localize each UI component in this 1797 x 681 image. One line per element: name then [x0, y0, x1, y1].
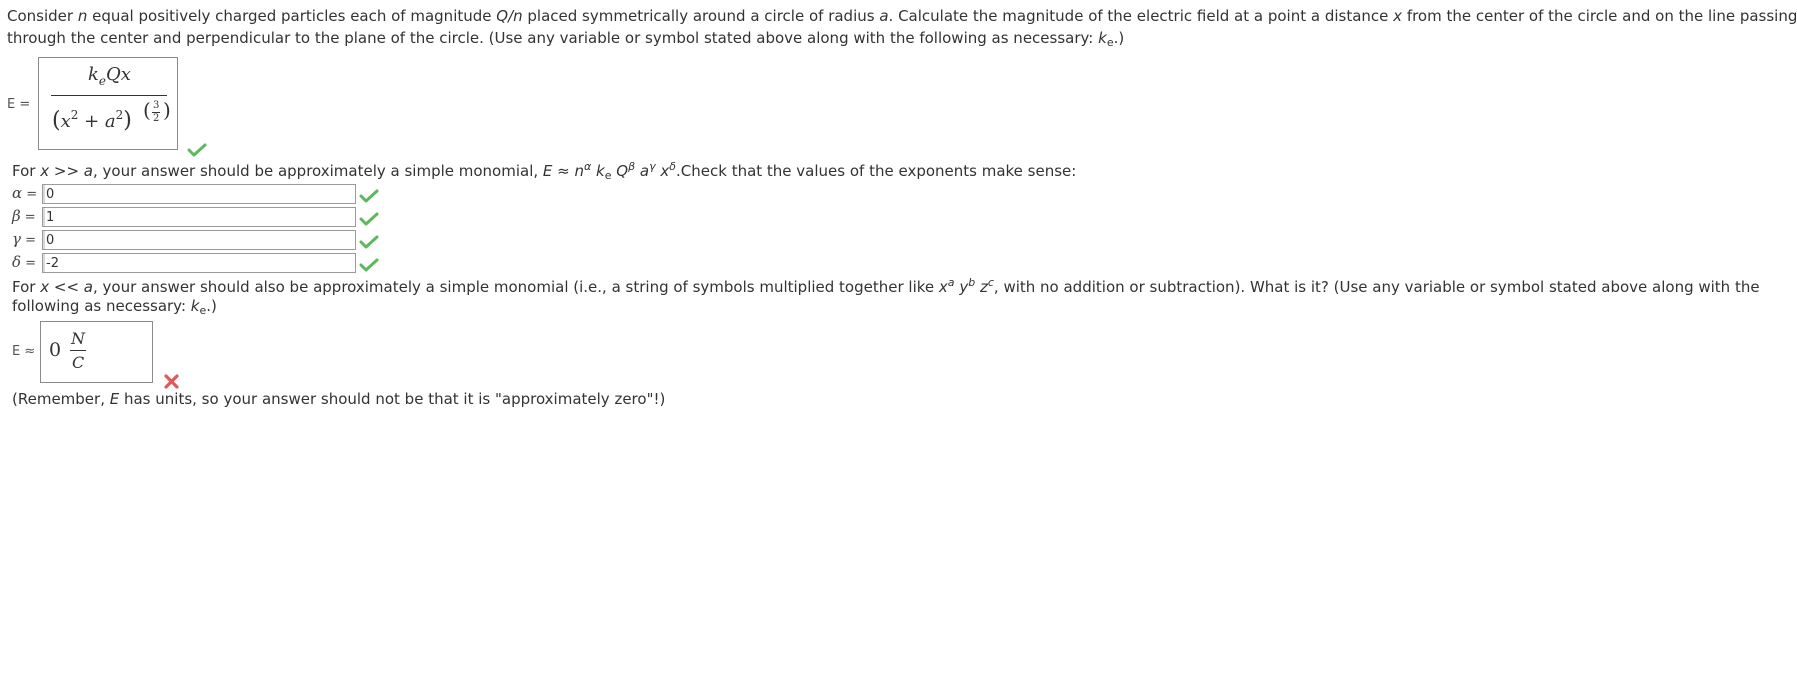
question-line-1: Consider n equal positively charged particles each of magnitude Q/n placed symmetrically around a circle of radius a. Calculate the magnitude of the electric field at a point a distance x from the center of the circle and on the line passing [7, 7, 1797, 25]
check-icon [360, 258, 378, 272]
exponent-beta-row: β = [12, 207, 36, 225]
check-icon [360, 235, 378, 249]
answer-1-box[interactable] [38, 57, 178, 150]
exponent-beta-input[interactable]: 1 [42, 207, 356, 227]
answer-1-exp-num: 3 [153, 100, 160, 111]
answer-2-unit-bar [70, 350, 86, 351]
reminder-text: (Remember, E has units, so your answer should not be that it is "approximately zero"!) [12, 390, 666, 408]
part-3-instruction-2: following as necessary: $k_e$.) [12, 297, 217, 317]
answer-1-numerator: $k_eQx$ [88, 64, 131, 88]
answer-1-fraction-bar [51, 95, 167, 96]
answer-1-exp-rparen: ) [163, 98, 171, 122]
answer-1-exp-den: 2 [153, 113, 160, 124]
question-line-2: through the center and perpendicular to the plane of the circle. (Use any variable or symbol stated above along with the following as necessary: $k_e$.) [7, 29, 1125, 49]
exponent-alpha-row: α = [12, 184, 38, 202]
check-icon [360, 212, 378, 226]
answer-2-unit-numerator: N [71, 329, 85, 348]
part-2-instruction: For x >> a, your answer should be approximately a simple monomial, $E \approx n^\alpha$ $k_e$ $Q^\beta$ $a^\gamma$ $x^\delta.Check$ that the values of the exponents make sense: [12, 160, 1077, 182]
exponent-gamma-row: γ = [12, 230, 36, 248]
exponent-gamma-input[interactable]: 0 [42, 230, 356, 250]
answer-2-unit-denominator: C [72, 353, 85, 372]
answer-1-label: E = [7, 97, 31, 112]
answer-2-label: E ≈ [12, 344, 36, 359]
check-icon [360, 189, 378, 203]
exponent-delta-input[interactable]: -2 [42, 253, 356, 273]
answer-1-denominator: $(x^2 + a^2)$ [52, 108, 132, 133]
answer-2-value: 0 [49, 339, 62, 361]
answer-1-exp-lparen: ( [143, 98, 151, 122]
part-3-instruction-1: For x << a, your answer should also be approximately a simple monomial (i.e., a string of symbols multiplied together like $x^a$ $y^b$ $z^c$, with no addition or subtraction). What is it? (Use any variable or symbol stated above along with the [12, 276, 1760, 296]
answer-2-box[interactable] [40, 321, 153, 383]
exponent-alpha-input[interactable]: 0 [42, 184, 356, 204]
exponent-delta-row: δ = [12, 253, 37, 271]
cross-icon [164, 374, 179, 389]
check-icon [188, 143, 206, 157]
